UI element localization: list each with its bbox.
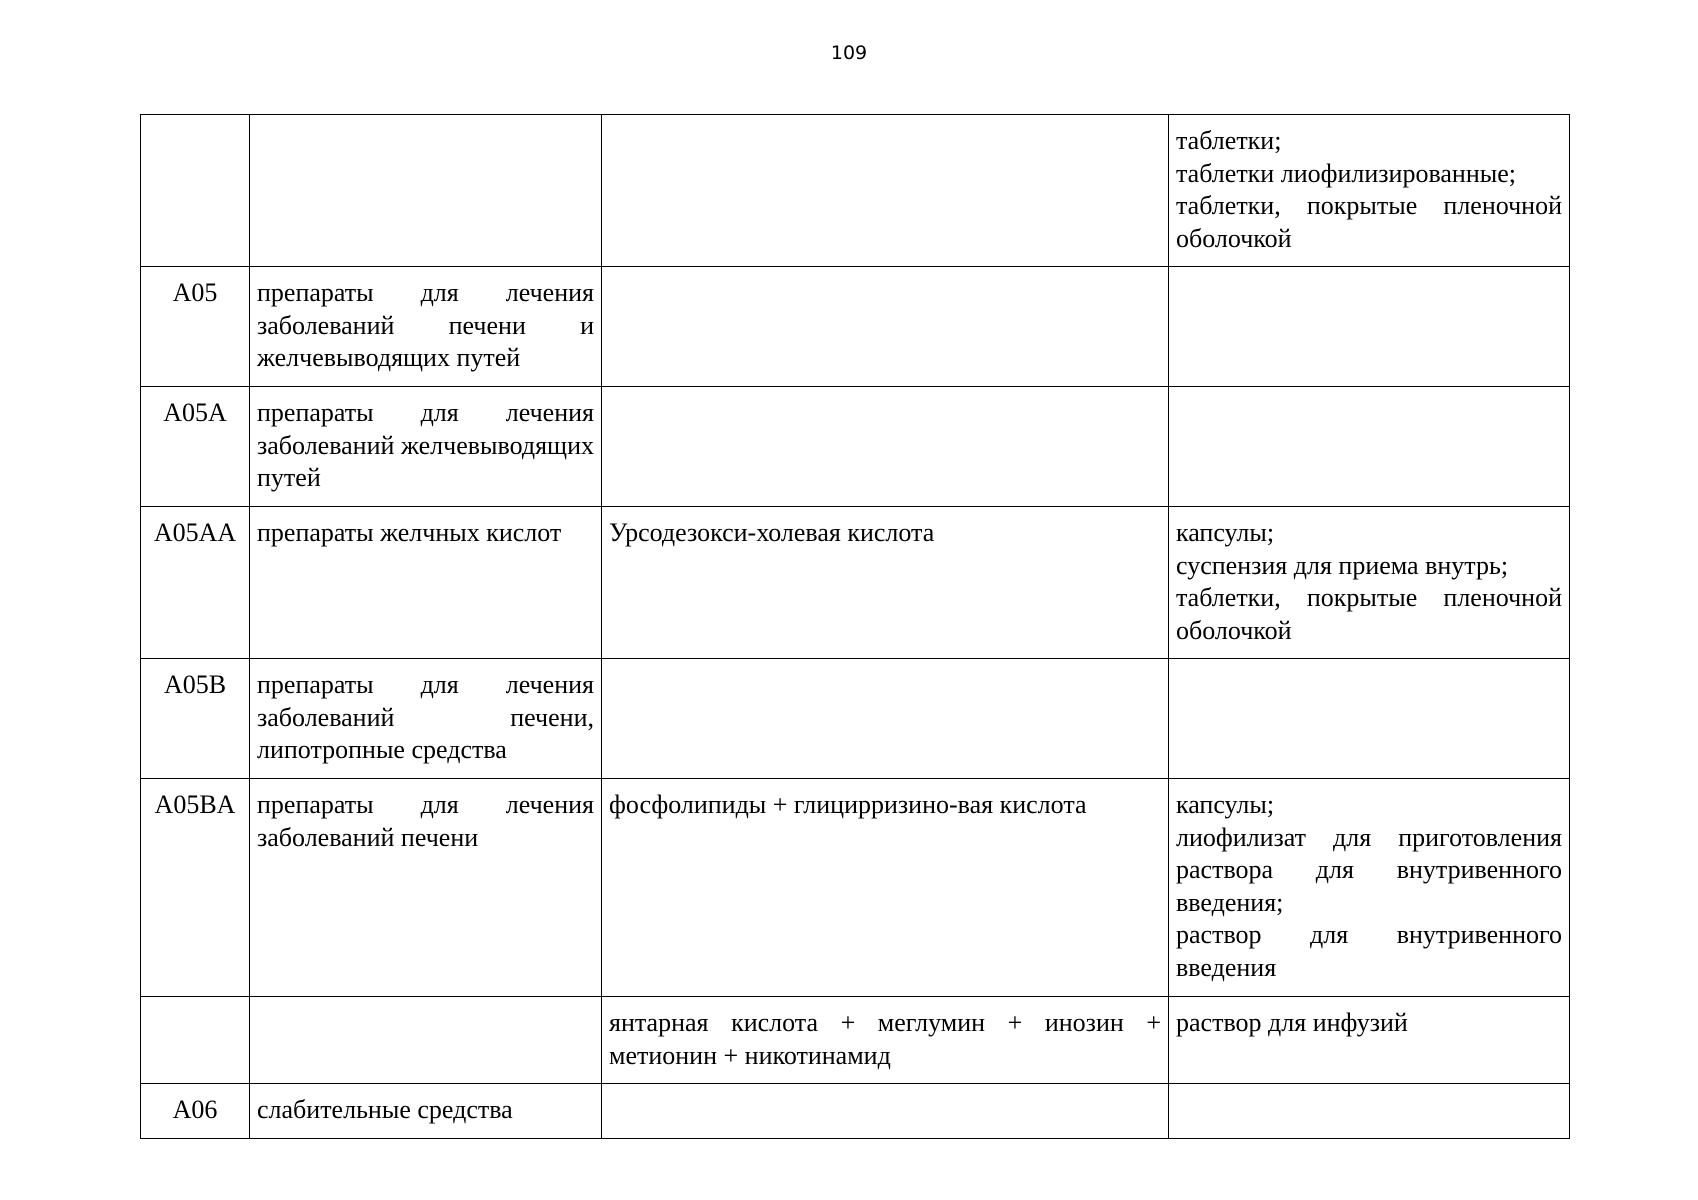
- group-cell: препараты для лечения заболеваний печени, липотропные средства: [250, 659, 602, 779]
- dosage-form-cell: [1169, 1084, 1570, 1139]
- dosage-form-line: таблетки лиофилизированные;: [1176, 158, 1516, 188]
- dosage-form-line: таблетки, покрытые пленочной оболочкой: [1176, 191, 1562, 253]
- table-row: [141, 267, 1570, 387]
- atc-code-cell: A05A: [141, 387, 250, 507]
- group-cell: препараты для лечения заболеваний желчевыводящих путей: [250, 387, 602, 507]
- dosage-form-cell: [1169, 387, 1570, 507]
- table-row: [141, 115, 1570, 267]
- dosage-form-line: таблетки, покрытые пленочной оболочкой: [1176, 583, 1562, 645]
- substance-cell: [602, 387, 1169, 507]
- dosage-form-line: таблетки;: [1176, 126, 1282, 155]
- substance-cell: [602, 115, 1169, 267]
- substance-cell: [602, 267, 1169, 387]
- atc-code-cell: [141, 115, 250, 267]
- table-row: [141, 1084, 1570, 1139]
- table-row: [141, 779, 1570, 997]
- dosage-form-cell: [1169, 507, 1570, 659]
- substance-cell: янтарная кислота + меглумин + инозин + метионин + никотинамид: [602, 997, 1169, 1084]
- dosage-form-line: капсулы;: [1176, 518, 1275, 547]
- atc-code-cell: A05BA: [141, 779, 250, 997]
- dosage-form-cell: [1169, 779, 1570, 997]
- group-cell: препараты желчных кислот: [250, 507, 602, 659]
- dosage-form-line: капсулы;: [1176, 790, 1275, 819]
- dosage-form-cell: [1169, 659, 1570, 779]
- atc-code-cell: A05B: [141, 659, 250, 779]
- dosage-form-cell: [1169, 267, 1570, 387]
- atc-code-cell: [141, 997, 250, 1084]
- dosage-form-cell: [1169, 997, 1570, 1084]
- group-cell: препараты для лечения заболеваний печени: [250, 779, 602, 997]
- dosage-form-line: раствор для внутривенного введения: [1176, 920, 1562, 982]
- group-cell: [250, 115, 602, 267]
- atc-code-cell: A05: [141, 267, 250, 387]
- group-cell: [250, 997, 602, 1084]
- substance-cell: Урсодезокси-холевая кислота: [602, 507, 1169, 659]
- table-body: [141, 115, 1570, 1139]
- drug-table: [140, 114, 1570, 1139]
- atc-code-cell: A05AA: [141, 507, 250, 659]
- dosage-form-line: лиофилизат для приготовления раствора для внутривенного введения;: [1176, 822, 1562, 917]
- table-row: [141, 997, 1570, 1084]
- substance-cell: [602, 659, 1169, 779]
- dosage-form-line: суспензия для приема внутрь;: [1176, 550, 1509, 580]
- substance-cell: фосфолипиды + глицирризино-вая кислота: [602, 779, 1169, 997]
- table-row: [141, 659, 1570, 779]
- table-row: [141, 387, 1570, 507]
- group-cell: слабительные средства: [250, 1084, 602, 1139]
- table-row: [141, 507, 1570, 659]
- page-number: 109: [830, 42, 868, 64]
- group-cell: препараты для лечения заболеваний печени и желчевыводящих путей: [250, 267, 602, 387]
- atc-code-cell: A06: [141, 1084, 250, 1139]
- substance-cell: [602, 1084, 1169, 1139]
- dosage-form-line: раствор для инфузий: [1176, 1008, 1408, 1037]
- dosage-form-cell: [1169, 115, 1570, 267]
